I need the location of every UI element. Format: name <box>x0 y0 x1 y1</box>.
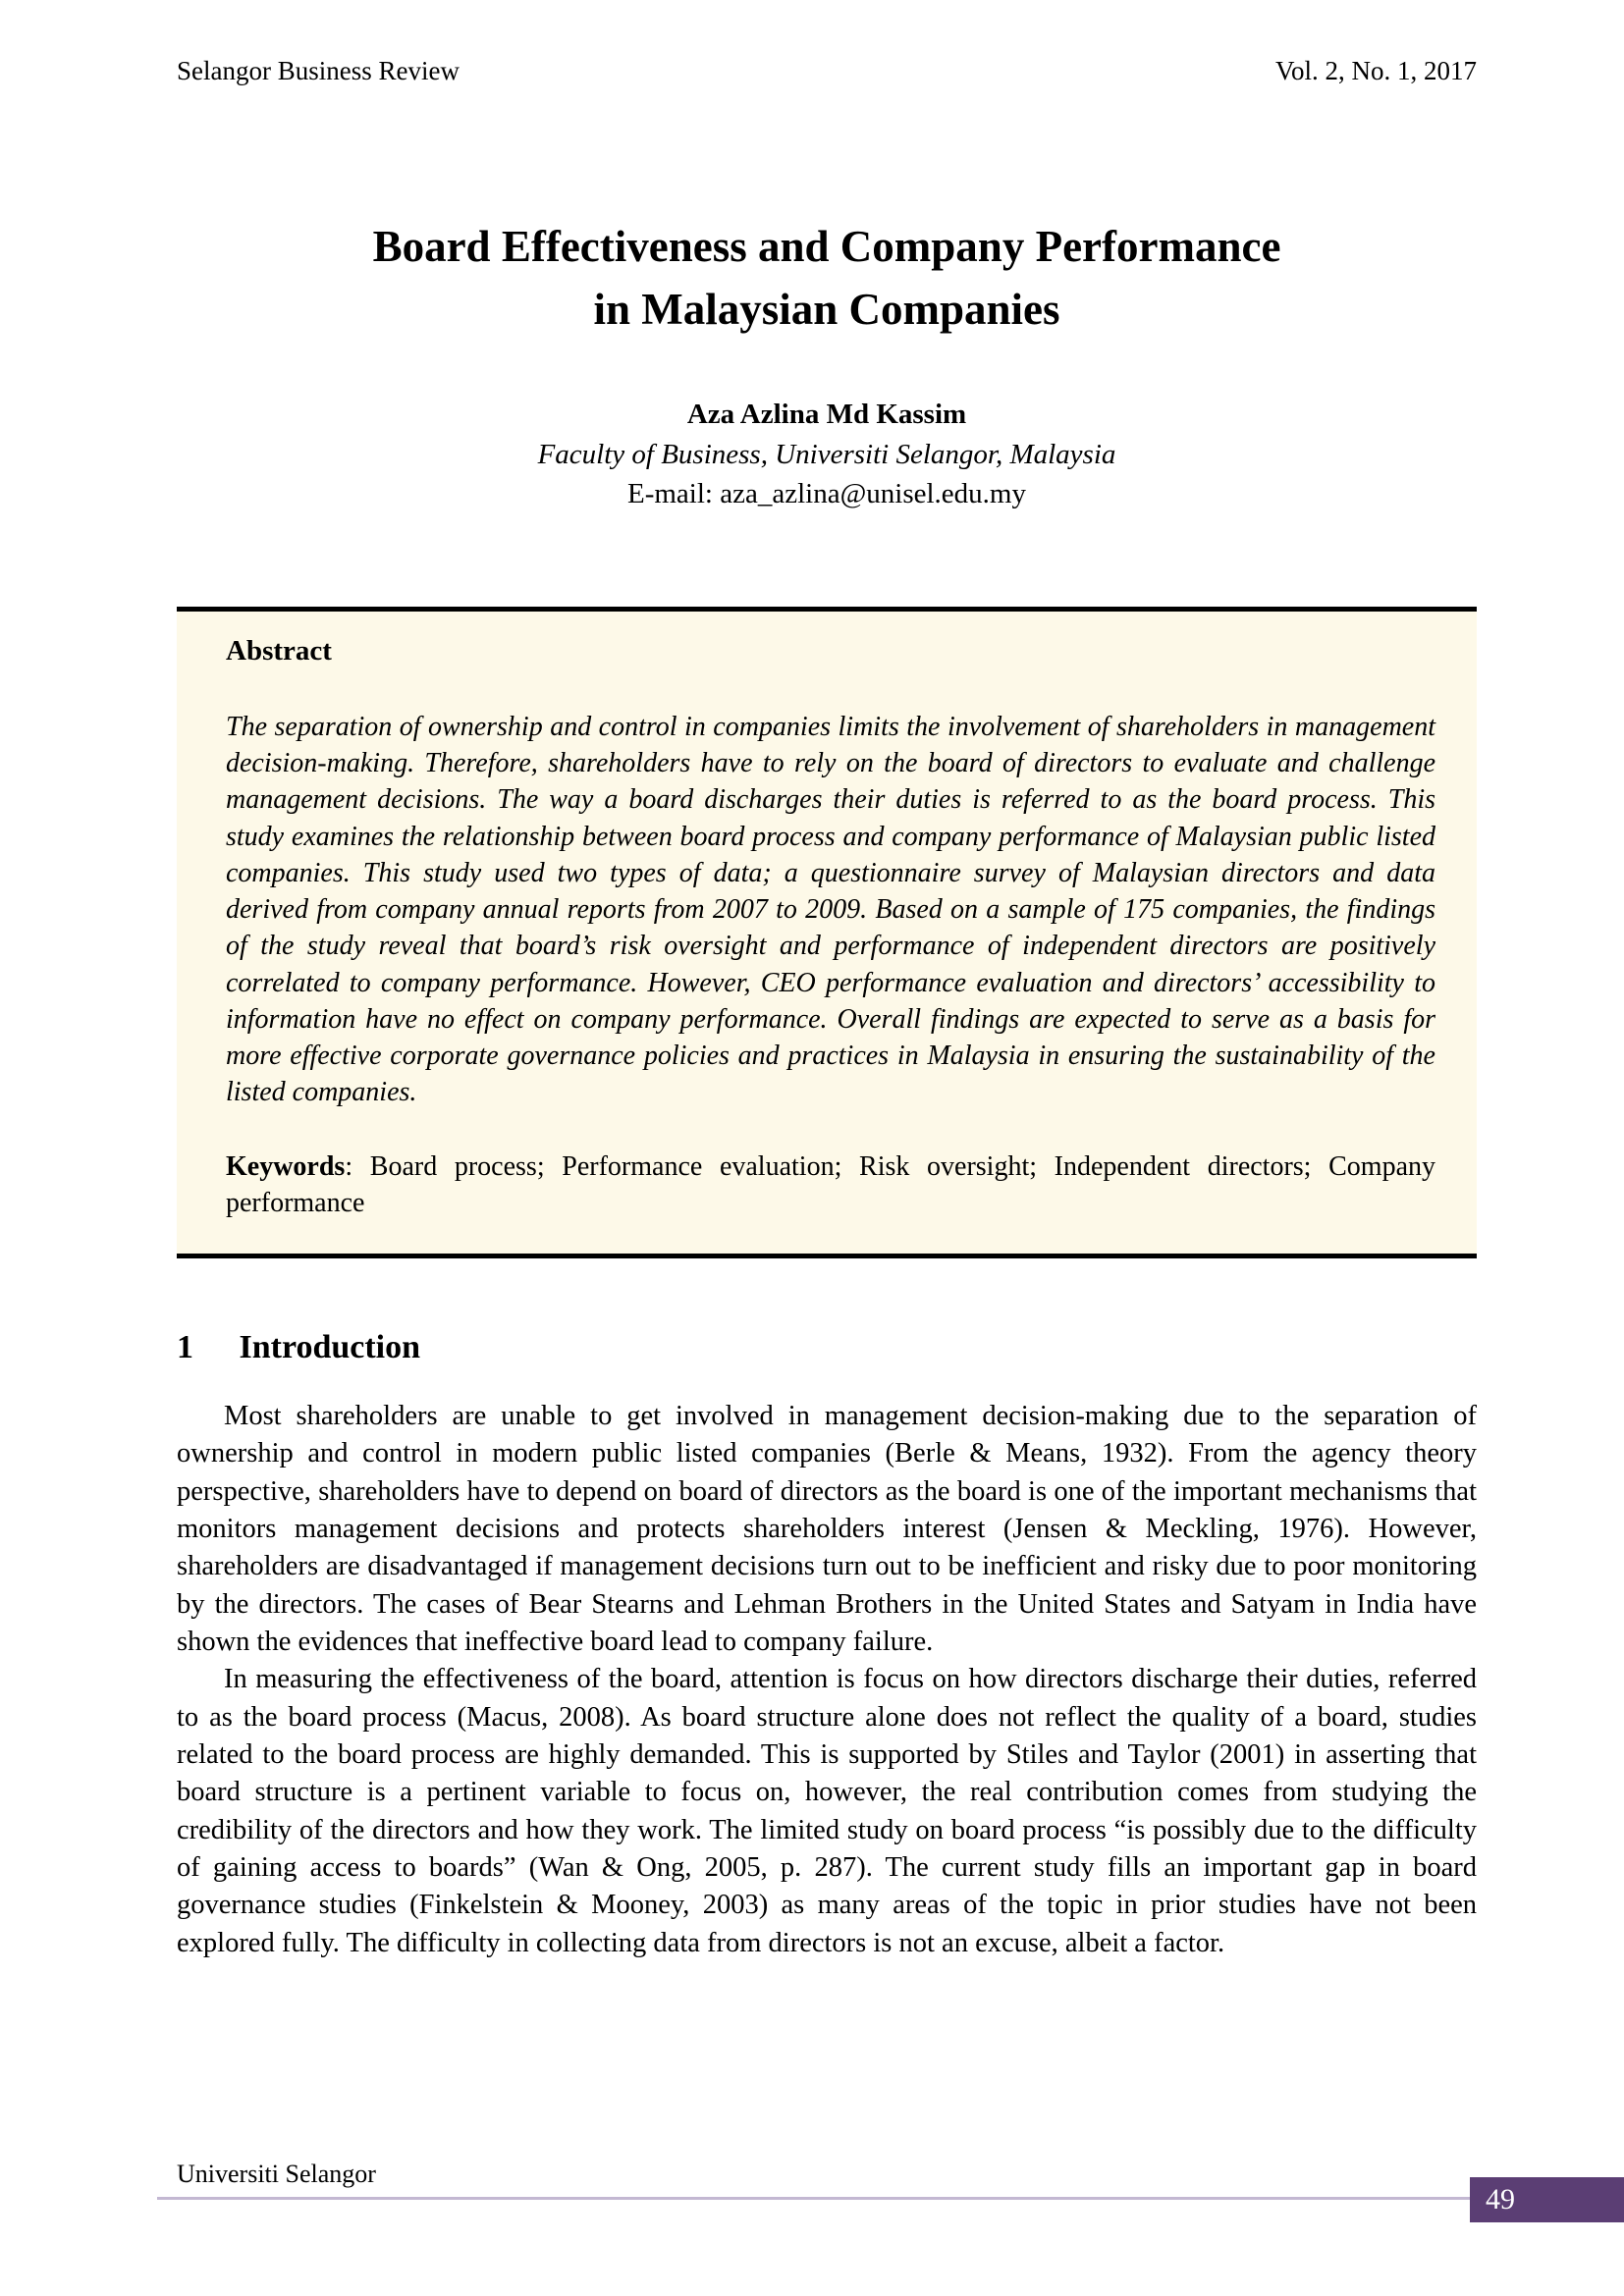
title-line-1: Board Effectiveness and Company Performance <box>372 222 1281 272</box>
abstract-body: The separation of ownership and control in companies limits the involvement of shareholders in management decision-making. Therefore, shareholders have to rely on the board of directors to evaluate and challenge management decisions. The way a board discharges their duties is referred to as the board process. This study examines the relationship between board process and company performance of Malaysian public listed companies. This study used two types of data; a questionnaire survey of Malaysian directors and data derived from company annual reports from 2007 to 2009. Based on a sample of 175 companies, the findings of the study reveal that board’s risk oversight and performance of independent directors are positively correlated to company performance. However, CEO performance evaluation and directors’ accessibility to information have no effect on company performance. Overall findings are expected to serve as a basis for more effective corporate governance policies and practices in Malaysia in ensuring the sustainability of the listed companies. <box>226 711 1435 1108</box>
footer-divider <box>157 2197 1470 2200</box>
author-block <box>177 395 1477 514</box>
paper-title <box>177 216 1477 342</box>
author-email: E-mail: aza_azlina@unisel.edu.my <box>627 478 1026 510</box>
intro-paragraph-2: In measuring the effectiveness of the board, attention is focus on how directors discharge their duties, referred to as the board process (Macus, 2008). As board structure alone does not reflect the quality of a board, studies related to the board process are highly demanded. This is supported by Stiles and Taylor (2001) in asserting that board structure is a pertinent variable to focus on, however, the real contribution comes from studying the credibility of the directors and how they work. The limited study on board process “is possibly due to the difficulty of gaining access to boards” (Wan & Ong, 2005, p. 287). The current study fills an important gap in board governance studies (Finkelstein & Mooney, 2003) as many areas of the topic in prior studies have not been explored fully. The difficulty in collecting data from directors is not an excuse, albeit a factor. <box>177 1664 1477 1958</box>
journal-name: Selangor Business Review <box>177 56 460 85</box>
title-line-2: in Malaysian Companies <box>593 285 1060 335</box>
issue-info: Vol. 2, No. 1, 2017 <box>1274 56 1477 85</box>
author-affiliation: Faculty of Business, Universiti Selangor, Malaysia <box>537 438 1116 470</box>
running-header <box>177 0 1477 86</box>
keywords-label: Keywords <box>226 1150 346 1182</box>
page-number: 49 <box>1486 2183 1515 2216</box>
keywords-text: : Board process; Performance evaluation; Risk oversight; Independent directors; Company performance <box>226 1150 1435 1219</box>
footer-affiliation: Universiti Selangor <box>177 2160 376 2188</box>
author-name: Aza Azlina Md Kassim <box>686 399 967 431</box>
abstract-box <box>177 607 1477 1258</box>
section-number: 1 <box>177 1329 193 1366</box>
intro-paragraph-1: Most shareholders are unable to get involved in management decision-making due to the separation of ownership and control in modern public listed companies (Berle & Means, 1932). From the agency theory perspective, shareholders have to depend on board of directors as the board is one of the important mechanisms that monitors management decisions and protects shareholders interest (Jensen & Meckling, 1976). However, shareholders are disadvantaged if management decisions turn out to be inefficient and risky due to poor monitoring by the directors. The cases of Bear Stearns and Lehman Brothers in the United States and Satyam in India have shown the evidences that ineffective board lead to company failure. <box>177 1401 1477 1658</box>
page-number-box <box>1470 2177 1624 2222</box>
keywords-line <box>226 1148 1435 1223</box>
section-heading-introduction <box>177 1329 1477 1366</box>
abstract-heading: Abstract <box>226 634 332 667</box>
section-title: Introduction <box>239 1329 421 1366</box>
